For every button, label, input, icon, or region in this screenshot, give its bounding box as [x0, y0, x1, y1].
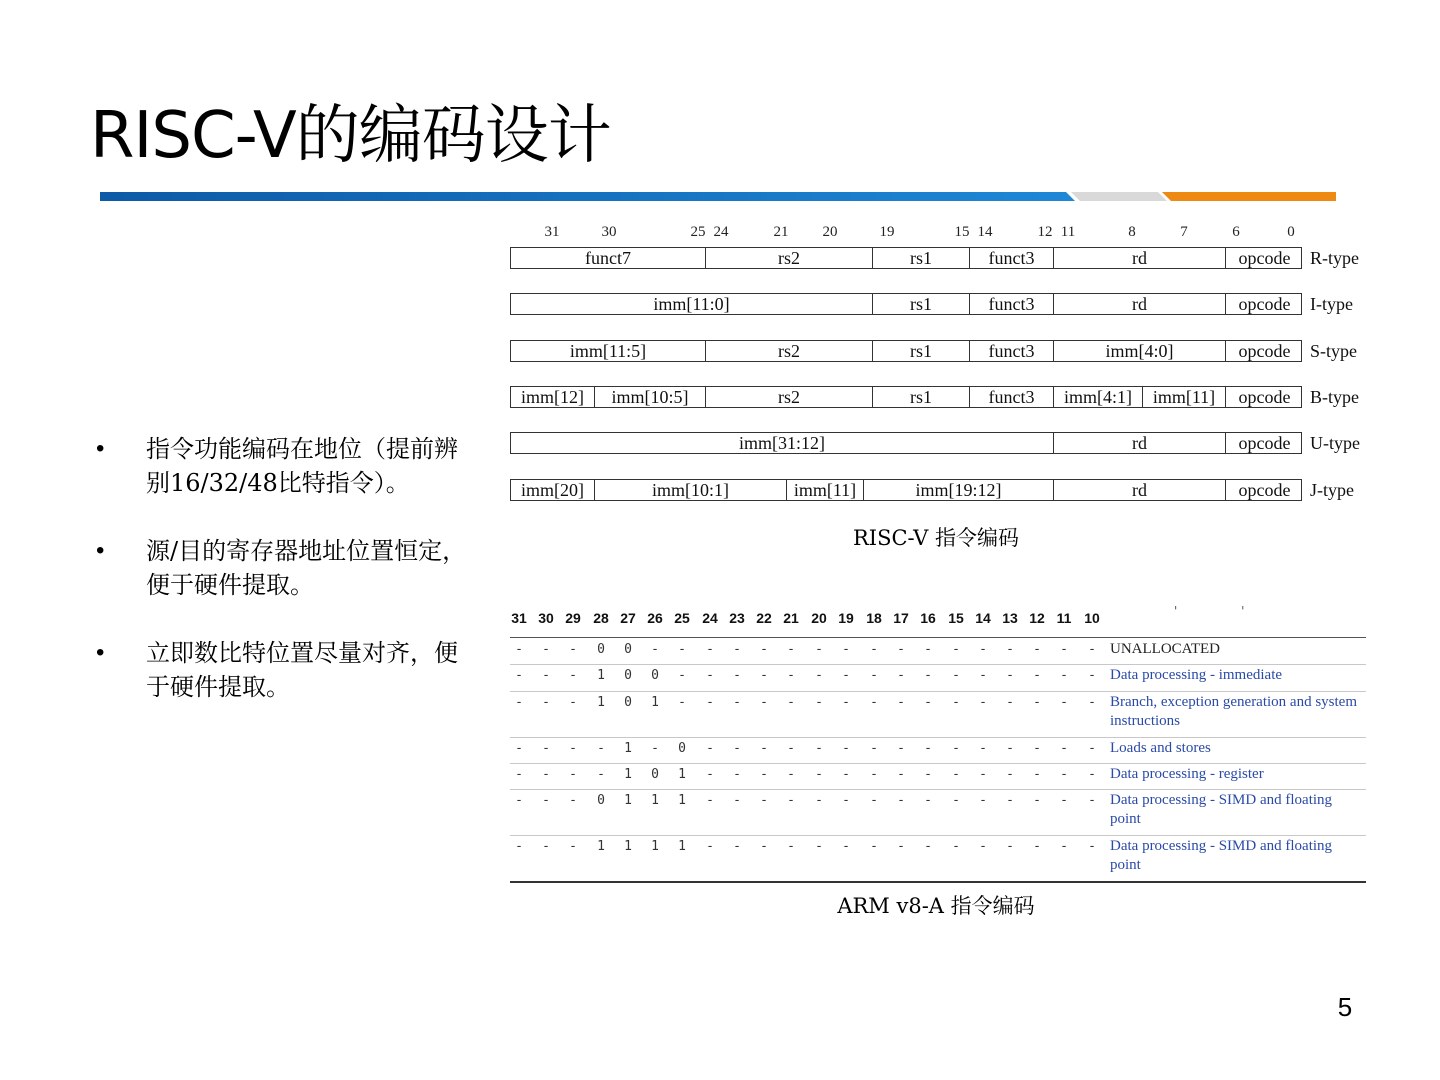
- bit-cell: -: [952, 668, 960, 683]
- bit-header: 12: [1029, 610, 1045, 626]
- encoding-field: imm[31:12]: [511, 433, 1054, 453]
- bit-cell: -: [1006, 767, 1014, 782]
- arm-encoding-table: [510, 600, 1366, 930]
- encoding-field: imm[20]: [511, 480, 595, 500]
- bit-cell: -: [515, 767, 523, 782]
- encoding-field: imm[19:12]: [864, 480, 1054, 500]
- bit-cell: 0: [624, 695, 632, 710]
- bit-cell: -: [1088, 839, 1096, 854]
- bit-cell: -: [842, 793, 850, 808]
- bit-cell: -: [842, 839, 850, 854]
- bit-cell: -: [706, 668, 714, 683]
- bit-cell: -: [542, 793, 550, 808]
- bit-cell: -: [897, 695, 905, 710]
- bit-cell: 1: [597, 695, 605, 710]
- bit-cell: -: [569, 695, 577, 710]
- bit-cell: -: [924, 839, 932, 854]
- encoding-row-i-type: [510, 293, 1302, 315]
- bit-cell: -: [542, 642, 550, 657]
- format-type-label: S-type: [1310, 341, 1357, 361]
- bit-cell: 1: [624, 793, 632, 808]
- bit-cell: 0: [678, 741, 686, 756]
- bullet-marker: •: [96, 435, 105, 462]
- bit-cell: -: [733, 839, 741, 854]
- bit-cell: -: [787, 767, 795, 782]
- encoding-field: imm[11]: [787, 480, 864, 500]
- encoding-field: imm[4:1]: [1054, 387, 1143, 407]
- bit-cell: -: [979, 668, 987, 683]
- encoding-field: rd: [1054, 480, 1226, 500]
- format-type-label: U-type: [1310, 433, 1360, 453]
- encoding-field: opcode: [1238, 341, 1291, 361]
- bit-number: 0: [1287, 224, 1295, 240]
- bit-cell: -: [897, 668, 905, 683]
- bit-header: 18: [866, 610, 882, 626]
- row-divider: [510, 835, 1366, 836]
- slide-title: RISC-V的编码设计: [90, 99, 611, 173]
- bit-cell: -: [1033, 695, 1041, 710]
- bit-cell: -: [515, 839, 523, 854]
- bit-cell: -: [1033, 767, 1041, 782]
- riscv-encoding-diagram: [510, 224, 1380, 554]
- bit-header: 27: [620, 610, 636, 626]
- bit-cell: -: [760, 695, 768, 710]
- encoding-field: rd: [1054, 248, 1226, 268]
- bit-cell: -: [815, 668, 823, 683]
- bit-cell: -: [924, 741, 932, 756]
- bit-cell: -: [897, 741, 905, 756]
- bit-cell: -: [542, 668, 550, 683]
- bit-cell: -: [870, 695, 878, 710]
- bit-header: 31: [511, 610, 527, 626]
- bit-cell: -: [870, 793, 878, 808]
- bit-cell: -: [1060, 695, 1068, 710]
- bullet-list: [96, 432, 476, 738]
- bit-header: 10: [1084, 610, 1100, 626]
- bit-cell: -: [1033, 839, 1041, 854]
- bit-cell: -: [1006, 695, 1014, 710]
- bit-number: 24: [713, 224, 729, 240]
- encoding-row-r-type: [510, 247, 1302, 269]
- bit-cell: -: [651, 741, 659, 756]
- bit-cell: 1: [678, 839, 686, 854]
- table-bottom-rule: [510, 881, 1366, 883]
- bit-cell: -: [733, 793, 741, 808]
- encoding-field: funct3: [970, 341, 1054, 361]
- bit-cell: 0: [651, 668, 659, 683]
- encoding-field: opcode: [1238, 433, 1291, 453]
- bit-cell: -: [842, 668, 850, 683]
- bit-cell: -: [924, 793, 932, 808]
- bit-cell: -: [952, 839, 960, 854]
- bit-cell: -: [542, 767, 550, 782]
- bit-cell: -: [1088, 767, 1096, 782]
- encoding-field: imm[4:0]: [1054, 341, 1226, 361]
- bit-cell: -: [815, 839, 823, 854]
- encoding-field: opcode: [1238, 387, 1291, 407]
- bit-cell: -: [870, 642, 878, 657]
- format-type-label: B-type: [1310, 387, 1359, 407]
- encoding-field: rs1: [873, 248, 970, 268]
- encoding-field: imm[11:0]: [511, 294, 873, 314]
- bit-number: 8: [1128, 224, 1136, 240]
- bit-cell: -: [924, 668, 932, 683]
- bit-header: 14: [975, 610, 991, 626]
- encoding-field: rd: [1054, 433, 1226, 453]
- bit-cell: -: [787, 668, 795, 683]
- bit-cell: 1: [597, 839, 605, 854]
- bit-cell: -: [515, 741, 523, 756]
- bit-cell: -: [760, 839, 768, 854]
- bit-cell: -: [1060, 793, 1068, 808]
- bit-cell: -: [979, 793, 987, 808]
- bit-cell: -: [678, 642, 686, 657]
- bit-cell: -: [542, 741, 550, 756]
- encoding-field: opcode: [1238, 480, 1291, 500]
- bit-cell: -: [597, 741, 605, 756]
- bit-cell: -: [870, 767, 878, 782]
- bit-cell: -: [1060, 839, 1068, 854]
- bullet-text: 源/目的寄存器地址位置恒定，便于硬件提取。: [146, 537, 467, 599]
- bit-cell: 1: [651, 695, 659, 710]
- encoding-group-link[interactable]: Data processing - SIMD and floating point: [1110, 792, 1333, 827]
- bit-cell: -: [1060, 767, 1068, 782]
- bit-cell: -: [952, 793, 960, 808]
- bit-cell: -: [1060, 741, 1068, 756]
- bit-cell: -: [733, 767, 741, 782]
- bit-cell: -: [706, 839, 714, 854]
- bit-cell: 1: [651, 793, 659, 808]
- bit-cell: -: [1006, 668, 1014, 683]
- bit-cell: -: [651, 642, 659, 657]
- bit-cell: -: [678, 668, 686, 683]
- bit-number: 31: [544, 224, 560, 240]
- bit-cell: -: [870, 839, 878, 854]
- bit-header: 21: [783, 610, 799, 626]
- bit-cell: 1: [597, 668, 605, 683]
- bit-cell: -: [1088, 642, 1096, 657]
- bit-cell: -: [924, 642, 932, 657]
- bullet-item: [96, 432, 476, 500]
- bit-cell: -: [842, 767, 850, 782]
- bit-cell: -: [706, 695, 714, 710]
- bit-cell: -: [1033, 741, 1041, 756]
- bit-cell: -: [897, 793, 905, 808]
- bit-cell: -: [979, 767, 987, 782]
- bit-cell: 1: [624, 839, 632, 854]
- bit-cell: -: [569, 741, 577, 756]
- bit-cell: 1: [678, 767, 686, 782]
- bullet-text: 指令功能编码在地位（提前辨别16/32/48比特指令）。: [146, 435, 458, 497]
- encoding-field: imm[11:5]: [511, 341, 706, 361]
- bit-cell: -: [515, 642, 523, 657]
- bit-cell: -: [569, 793, 577, 808]
- encoding-group-link[interactable]: Data processing - SIMD and floating point: [1110, 838, 1333, 873]
- bit-cell: -: [787, 695, 795, 710]
- bit-cell: -: [760, 642, 768, 657]
- encoding-field: rs1: [873, 294, 970, 314]
- format-type-label: I-type: [1310, 294, 1353, 314]
- bit-cell: -: [733, 642, 741, 657]
- bit-cell: -: [1033, 793, 1041, 808]
- header-tick-marks: ' ': [1174, 604, 1275, 618]
- bit-number: 7: [1180, 224, 1188, 240]
- bit-cell: 0: [651, 767, 659, 782]
- encoding-field: imm[12]: [511, 387, 595, 407]
- bit-cell: -: [733, 695, 741, 710]
- bit-cell: -: [1006, 793, 1014, 808]
- bit-header: 25: [674, 610, 690, 626]
- encoding-field: rs2: [706, 248, 873, 268]
- encoding-field: rs1: [873, 341, 970, 361]
- encoding-field: imm[11]: [1143, 387, 1226, 407]
- bit-cell: -: [815, 695, 823, 710]
- bit-number: 6: [1232, 224, 1240, 240]
- bit-cell: -: [870, 668, 878, 683]
- encoding-field: imm[10:5]: [595, 387, 706, 407]
- bit-cell: -: [815, 642, 823, 657]
- bit-cell: -: [870, 741, 878, 756]
- bit-cell: -: [1060, 642, 1068, 657]
- encoding-field: funct3: [970, 294, 1054, 314]
- bit-number: 21: [773, 224, 789, 240]
- bit-cell: -: [542, 695, 550, 710]
- format-type-label: R-type: [1310, 248, 1359, 268]
- bit-cell: 1: [651, 839, 659, 854]
- bit-cell: -: [515, 793, 523, 808]
- encoding-row-u-type: [510, 432, 1302, 454]
- bit-cell: -: [815, 793, 823, 808]
- bit-cell: -: [706, 793, 714, 808]
- encoding-group-link[interactable]: Data processing - immediate: [1110, 667, 1283, 683]
- bit-cell: 0: [624, 668, 632, 683]
- row-divider: [510, 763, 1366, 764]
- bit-number: 14: [977, 224, 993, 240]
- row-divider: [510, 691, 1366, 692]
- encoding-field: rs1: [873, 387, 970, 407]
- row-divider: [510, 664, 1366, 665]
- bit-cell: -: [1088, 695, 1096, 710]
- page-number: 5: [1337, 992, 1353, 1022]
- bit-number: 15: [954, 224, 970, 240]
- bit-cell: -: [979, 642, 987, 657]
- bit-number: 12: [1037, 224, 1053, 240]
- bit-cell: -: [952, 741, 960, 756]
- bit-cell: -: [979, 741, 987, 756]
- encoding-group-link[interactable]: Loads and stores: [1110, 740, 1211, 756]
- bit-cell: -: [678, 695, 686, 710]
- bit-cell: -: [897, 839, 905, 854]
- bit-header: 29: [565, 610, 581, 626]
- bit-cell: -: [569, 668, 577, 683]
- bit-number: 30: [601, 224, 617, 240]
- bit-cell: -: [760, 741, 768, 756]
- bit-cell: 0: [597, 793, 605, 808]
- bit-number: 25: [690, 224, 706, 240]
- bit-cell: -: [597, 767, 605, 782]
- title-accent-bar: [100, 192, 1336, 201]
- bit-cell: -: [815, 741, 823, 756]
- encoding-group-label: UNALLOCATED: [1110, 641, 1220, 657]
- bit-cell: -: [1088, 793, 1096, 808]
- bit-cell: -: [760, 668, 768, 683]
- bit-header: 22: [756, 610, 772, 626]
- bit-cell: -: [787, 839, 795, 854]
- bit-cell: -: [787, 741, 795, 756]
- bit-header: 26: [647, 610, 663, 626]
- bit-header: 23: [729, 610, 745, 626]
- bullet-item: [96, 636, 476, 704]
- bit-cell: -: [842, 642, 850, 657]
- bit-cell: -: [569, 839, 577, 854]
- bit-cell: -: [979, 695, 987, 710]
- bit-cell: 1: [624, 741, 632, 756]
- encoding-row-s-type: [510, 340, 1302, 362]
- bit-number: 19: [879, 224, 895, 240]
- bullet-marker: •: [96, 639, 105, 666]
- table-top-rule: [510, 637, 1366, 638]
- bit-header: 19: [838, 610, 854, 626]
- bit-cell: -: [842, 695, 850, 710]
- bit-cell: -: [706, 741, 714, 756]
- bit-header: 13: [1002, 610, 1018, 626]
- bit-header: 28: [593, 610, 609, 626]
- bit-cell: -: [515, 668, 523, 683]
- bit-header: 15: [948, 610, 964, 626]
- bit-cell: -: [760, 793, 768, 808]
- bit-cell: -: [542, 839, 550, 854]
- bit-cell: -: [1006, 642, 1014, 657]
- encoding-row-b-type: [510, 386, 1302, 408]
- bit-cell: 0: [597, 642, 605, 657]
- encoding-group-link[interactable]: Data processing - register: [1110, 766, 1264, 782]
- bit-cell: -: [733, 741, 741, 756]
- bit-cell: -: [706, 767, 714, 782]
- row-divider: [510, 789, 1366, 790]
- bit-cell: -: [787, 642, 795, 657]
- bit-cell: -: [706, 642, 714, 657]
- bit-cell: -: [924, 695, 932, 710]
- bit-header: 20: [811, 610, 827, 626]
- encoding-field: funct7: [511, 248, 706, 268]
- bit-cell: -: [1033, 668, 1041, 683]
- bit-cell: -: [924, 767, 932, 782]
- bit-cell: 1: [678, 793, 686, 808]
- riscv-caption: RISC-V 指令编码: [853, 526, 1019, 550]
- format-type-label: J-type: [1310, 480, 1354, 500]
- encoding-group-link[interactable]: Branch, exception generation and system instructions: [1110, 694, 1358, 729]
- row-divider: [510, 737, 1366, 738]
- bit-cell: -: [787, 793, 795, 808]
- bit-number: 11: [1060, 224, 1076, 240]
- bit-cell: -: [569, 767, 577, 782]
- bit-cell: -: [952, 767, 960, 782]
- bit-cell: -: [760, 767, 768, 782]
- bullet-item: [96, 534, 476, 602]
- bit-cell: -: [1033, 642, 1041, 657]
- bit-cell: -: [1088, 668, 1096, 683]
- encoding-field: opcode: [1238, 294, 1291, 314]
- bit-cell: 1: [624, 767, 632, 782]
- bit-header: 16: [920, 610, 936, 626]
- encoding-row-j-type: [510, 479, 1302, 501]
- bit-cell: -: [897, 642, 905, 657]
- bit-cell: -: [952, 642, 960, 657]
- encoding-field: funct3: [970, 387, 1054, 407]
- bit-header: 24: [702, 610, 718, 626]
- bit-cell: 0: [624, 642, 632, 657]
- bit-cell: -: [1060, 668, 1068, 683]
- bit-header: 30: [538, 610, 554, 626]
- bit-cell: -: [842, 741, 850, 756]
- encoding-field: imm[10:1]: [595, 480, 787, 500]
- bit-cell: -: [515, 695, 523, 710]
- bit-cell: -: [815, 767, 823, 782]
- bit-number: 20: [822, 224, 838, 240]
- bullet-text: 立即数比特位置尽量对齐，便于硬件提取。: [146, 639, 458, 701]
- arm-caption: ARM v8-A 指令编码: [837, 894, 1035, 918]
- bit-cell: -: [569, 642, 577, 657]
- bit-header: 11: [1056, 610, 1072, 626]
- encoding-field: rs2: [706, 341, 873, 361]
- bit-cell: -: [1006, 839, 1014, 854]
- bit-header: 17: [893, 610, 909, 626]
- bit-cell: -: [979, 839, 987, 854]
- encoding-field: rd: [1054, 294, 1226, 314]
- encoding-field: funct3: [970, 248, 1054, 268]
- bit-cell: -: [733, 668, 741, 683]
- bit-cell: -: [1088, 741, 1096, 756]
- bullet-marker: •: [96, 537, 105, 564]
- encoding-field: rs2: [706, 387, 873, 407]
- encoding-field: opcode: [1238, 248, 1291, 268]
- bit-cell: -: [897, 767, 905, 782]
- bit-cell: -: [952, 695, 960, 710]
- bit-cell: -: [1006, 741, 1014, 756]
